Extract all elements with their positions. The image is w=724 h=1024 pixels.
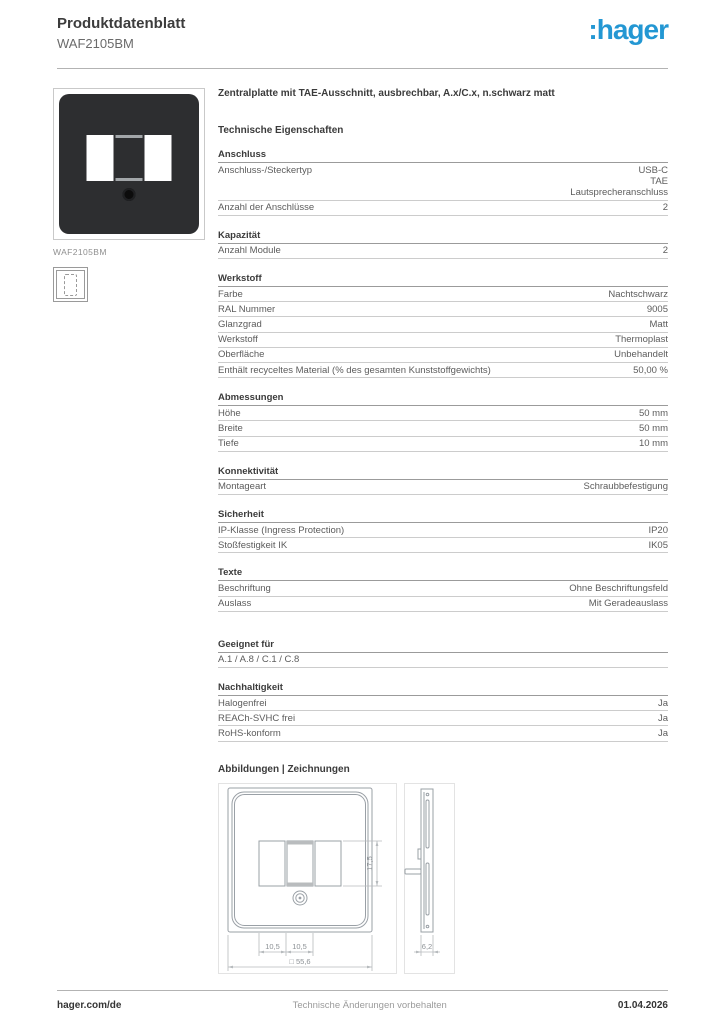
main-content xyxy=(53,88,668,981)
drawing-svg xyxy=(218,783,668,981)
dim-label-10-5-right: 10,5 xyxy=(292,941,307,951)
spec-value: 9005 xyxy=(646,303,668,315)
spec-row xyxy=(218,523,668,538)
spec-section xyxy=(218,230,668,259)
figures-title: Abbildungen | Zeichnungen xyxy=(218,763,350,775)
spec-row xyxy=(218,696,668,711)
spec-value: Unbehandelt xyxy=(614,349,668,361)
footer-date: 01.04.2026 xyxy=(617,1000,668,1011)
spec-section xyxy=(218,392,668,452)
front-screw xyxy=(293,891,307,905)
spec-label: Beschriftung xyxy=(218,582,271,594)
spec-label: Auslass xyxy=(218,598,252,610)
section-title: Nachhaltigkeit xyxy=(218,682,668,696)
spec-value: 50 mm xyxy=(638,422,668,434)
product-code: WAF2105BM xyxy=(57,36,134,51)
spec-value: Nachtschwarz xyxy=(608,288,668,300)
spec-label: Anzahl Module xyxy=(218,245,281,257)
spec-value: 50 mm xyxy=(638,407,668,419)
spec-label: RAL Nummer xyxy=(218,303,276,315)
section-title: Abmessungen xyxy=(218,392,668,406)
spec-row xyxy=(218,201,668,216)
spec-value: 50,00 % xyxy=(633,364,668,376)
spec-label: Anschluss-/Steckertyp xyxy=(218,164,312,176)
section-title: Texte xyxy=(218,567,668,581)
pictogram-slot xyxy=(64,274,77,296)
section-title: Werkstoff xyxy=(218,273,668,287)
image-caption: WAF2105BM xyxy=(53,247,107,257)
spec-label: Oberfläche xyxy=(218,349,265,361)
spec-value: Matt xyxy=(649,318,668,330)
section-title: Kapazität xyxy=(218,230,668,244)
page-title: Produktdatenblatt xyxy=(57,15,186,32)
spec-label: Montageart xyxy=(218,481,267,493)
product-description: Zentralplatte mit TAE-Ausschnitt, ausbrechbar, A.x/C.x, n.schwarz matt xyxy=(218,88,555,99)
spec-section xyxy=(218,273,668,378)
cutout-left xyxy=(87,135,114,181)
spec-value: Mit Geradeauslass xyxy=(588,598,668,610)
spec-row xyxy=(218,480,668,495)
tech-properties-title: Technische Eigenschaften xyxy=(218,125,344,136)
spec-section xyxy=(218,567,668,611)
spec-label: Breite xyxy=(218,422,243,434)
spec-value: Ja xyxy=(657,712,668,724)
spec-value: USB-C TAE Lautsprecheranschluss xyxy=(570,164,668,198)
cutout-right xyxy=(145,135,172,181)
spec-row xyxy=(218,421,668,436)
spec-value: 10 mm xyxy=(638,438,668,450)
module-pictogram-icon xyxy=(53,267,88,302)
spec-section xyxy=(218,639,668,668)
dim-cutout-height xyxy=(343,841,382,886)
spec-value: 2 xyxy=(662,202,668,214)
spec-row xyxy=(218,538,668,553)
spec-value: IK05 xyxy=(648,539,668,551)
section-title: Geeignet für xyxy=(218,639,668,653)
spec-row xyxy=(218,711,668,726)
page-header xyxy=(57,15,668,51)
spec-row xyxy=(218,163,668,201)
spec-row xyxy=(218,302,668,317)
faceplate-graphic xyxy=(59,94,199,234)
spec-label: A.1 / A.8 / C.1 / C.8 xyxy=(218,654,300,666)
spec-row xyxy=(218,348,668,363)
spec-row xyxy=(218,597,668,612)
dim-label-55-6: □ 55,6 xyxy=(289,956,311,966)
front-view xyxy=(228,788,372,932)
spec-value: 2 xyxy=(662,245,668,257)
spec-label: Halogenfrei xyxy=(218,697,267,709)
pictogram-frame xyxy=(56,270,85,299)
footer-row xyxy=(57,1000,668,1011)
spec-section xyxy=(218,466,668,495)
spec-label: Anzahl der Anschlüsse xyxy=(218,202,315,214)
product-column xyxy=(53,88,205,302)
spec-value: Schraubbefestigung xyxy=(583,481,668,493)
spec-value: Ja xyxy=(657,727,668,739)
spec-section xyxy=(218,149,668,216)
footer-divider xyxy=(57,990,668,991)
spec-column xyxy=(218,88,668,981)
section-title: Sicherheit xyxy=(218,509,668,523)
spec-row xyxy=(218,317,668,332)
spec-label: IP-Klasse (Ingress Protection) xyxy=(218,524,345,536)
spec-label: Enthält recyceltes Material (% des gesamten Kunststoffgewichts) xyxy=(218,364,491,376)
spec-label: Tiefe xyxy=(218,438,239,450)
spec-row xyxy=(218,581,668,596)
spec-value: IP20 xyxy=(648,524,668,536)
spec-value: Thermoplast xyxy=(615,334,668,346)
spec-row xyxy=(218,653,668,668)
section-title: Konnektivität xyxy=(218,466,668,480)
spec-label: Glanzgrad xyxy=(218,318,262,330)
spec-value: Ohne Beschriftungsfeld xyxy=(569,582,668,594)
dim-label-6-2: 6,2 xyxy=(421,941,433,951)
spec-row xyxy=(218,437,668,452)
spec-label: Farbe xyxy=(218,288,243,300)
spec-value: Ja xyxy=(657,697,668,709)
spec-section xyxy=(218,682,668,742)
faceplate-cutouts xyxy=(87,135,172,181)
page-footer xyxy=(57,990,668,1011)
spec-label: Höhe xyxy=(218,407,241,419)
spec-row xyxy=(218,406,668,421)
spec-row xyxy=(218,333,668,348)
header-divider xyxy=(57,68,668,69)
product-image xyxy=(53,88,205,240)
spec-label: RoHS-konform xyxy=(218,727,281,739)
side-view xyxy=(405,789,433,932)
screw-hole xyxy=(123,188,136,201)
technical-drawing xyxy=(218,783,668,981)
footer-website-link[interactable]: hager.com/de xyxy=(57,1000,122,1011)
spec-label: Werkstoff xyxy=(218,334,258,346)
cutout-middle xyxy=(116,135,143,181)
footer-note: Technische Änderungen vorbehalten xyxy=(292,1000,447,1011)
spec-sections xyxy=(218,149,668,742)
spec-row xyxy=(218,287,668,302)
dim-label-17-5: 17,5 xyxy=(365,855,374,871)
section-title: Anschluss xyxy=(218,149,668,163)
spec-row xyxy=(218,244,668,259)
spec-row xyxy=(218,726,668,741)
spec-row xyxy=(218,363,668,378)
spec-label: REACh-SVHC frei xyxy=(218,712,296,724)
spec-label: Stoßfestigkeit IK xyxy=(218,539,288,551)
dim-label-10-5-left: 10,5 xyxy=(265,941,280,951)
spec-section xyxy=(218,509,668,553)
hager-logo: :hager xyxy=(588,14,668,45)
